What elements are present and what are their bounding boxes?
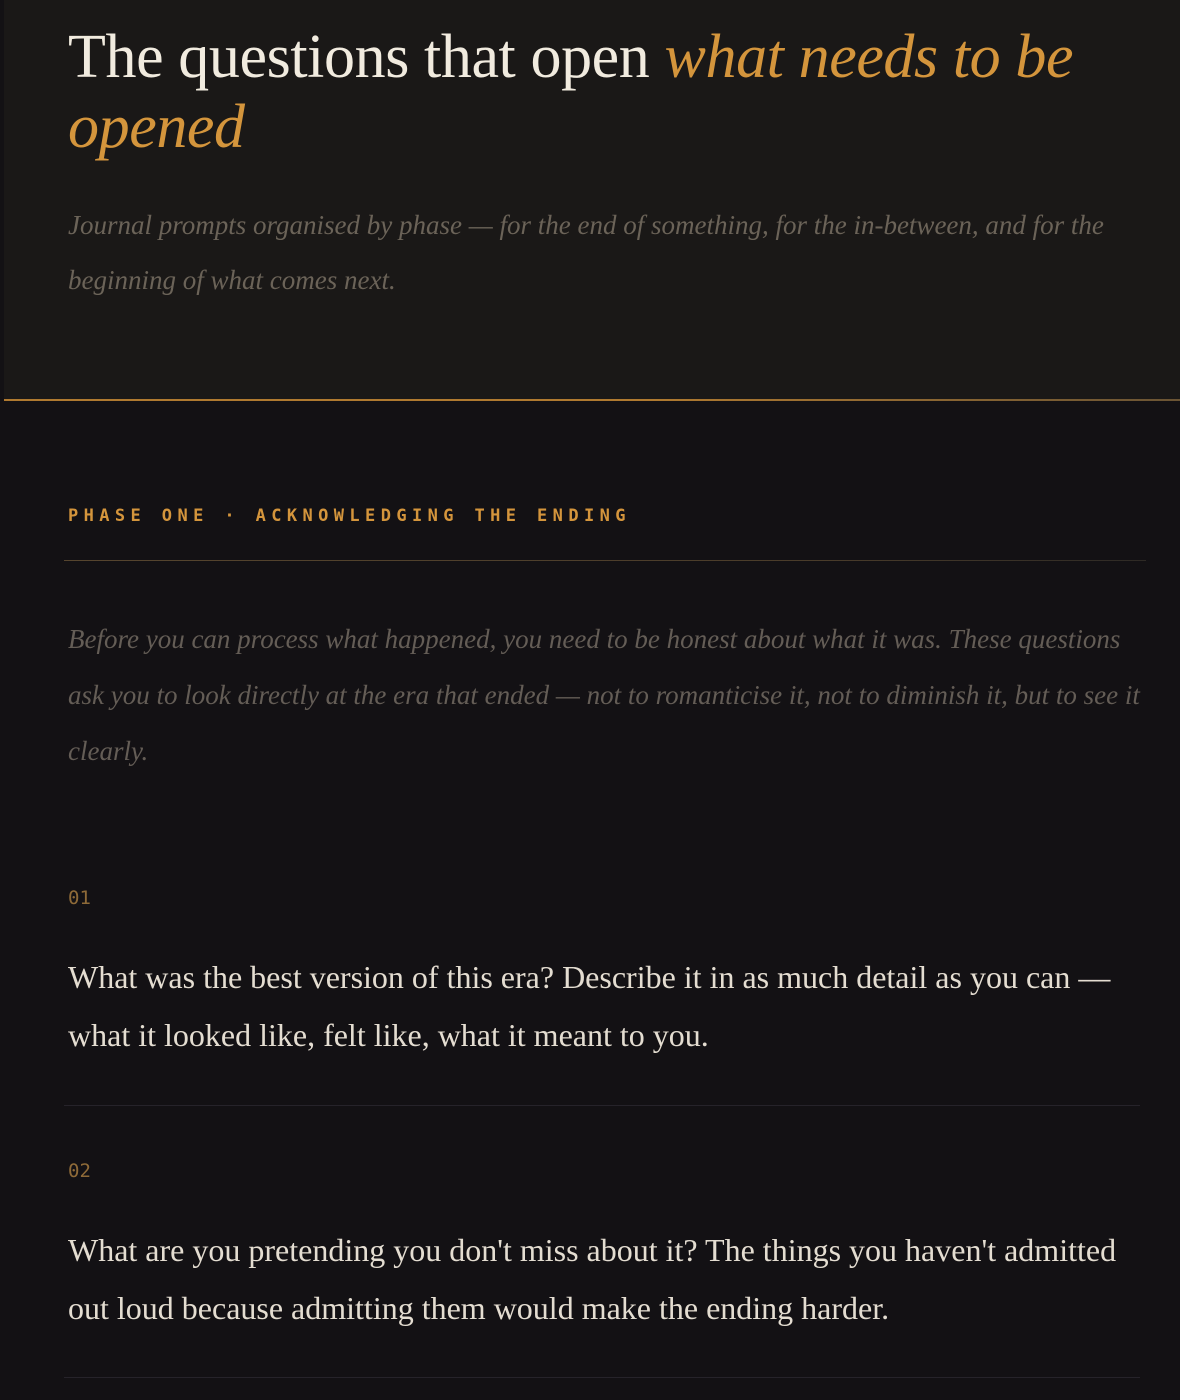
page-title-accent: what needs to be opened	[68, 23, 1074, 161]
prompt-number: 02	[68, 1160, 91, 1182]
prompt-divider	[64, 1377, 1140, 1378]
phase-intro: Before you can process what happened, you need to be honest about what it was. These questions ask you to look directly at the era that ended — not to romanticise it, not to diminish it, but to see it clearly.	[68, 624, 1140, 766]
hero-section	[4, 0, 1180, 399]
page-subtitle: Journal prompts organised by phase — for the end of something, for the in-between, and for the beginning of what comes next.	[68, 210, 1104, 295]
prompt-text: What was the best version of this era? Describe it in as much detail as you can — what it looked like, felt like, what it meant to you.	[68, 959, 1111, 1053]
phase-divider	[64, 560, 1146, 561]
prompt-text: What are you pretending you don't miss about it? The things you haven't admitted out loud because admitting them would make the ending harder.	[68, 1232, 1117, 1326]
page-title	[68, 22, 1148, 162]
prompt-number: 01	[68, 887, 91, 909]
prompt-divider	[64, 1105, 1140, 1106]
page-title-lead: The questions that open	[68, 23, 665, 91]
phase-heading: PHASE ONE · ACKNOWLEDGING THE ENDING	[68, 506, 631, 526]
hero-divider	[4, 399, 1180, 401]
